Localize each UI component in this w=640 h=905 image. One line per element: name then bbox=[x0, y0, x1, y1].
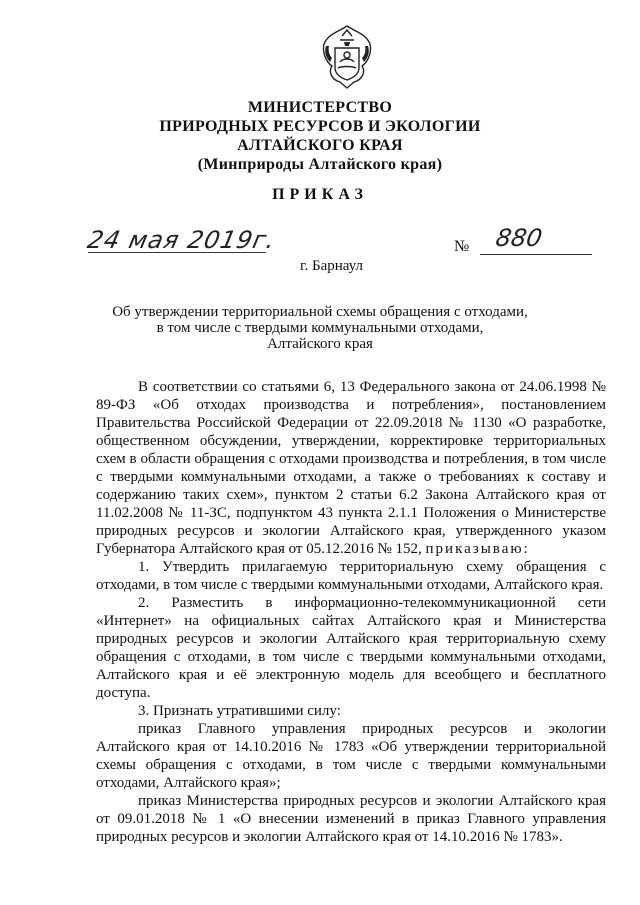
date-underline bbox=[88, 252, 266, 253]
order-verb: приказываю: bbox=[425, 541, 530, 557]
order-subject bbox=[110, 304, 530, 352]
subject-line: в том числе с твердыми коммунальными отходами, bbox=[156, 320, 484, 336]
ministry-line: АЛТАЙСКОГО КРАЯ bbox=[237, 137, 403, 154]
item-3a: приказ Главного управления природных ресурсов и экологии Алтайского края от 14.10.2016 № 1783 «Об утверждении территориальной схемы обращения с отходами, в том числе с твердыми коммунальными отходами, Алтайского края»; bbox=[96, 721, 606, 791]
subject-line: Об утверждении территориальной схемы обращения с отходами, bbox=[112, 304, 528, 320]
document-type-title: ПРИКАЗ bbox=[272, 186, 368, 203]
coat-of-arms-emblem bbox=[318, 22, 376, 90]
ministry-line: МИНИСТЕРСТВО bbox=[247, 99, 393, 116]
item-1: 1. Утвердить прилагаемую территориальную схему обращения с отходами, в том числе с твердыми коммунальными отходами, Алтайского края. bbox=[96, 559, 606, 593]
order-body bbox=[96, 378, 606, 846]
item-2: 2. Разместить в информационно-телекоммуникационной сети «Интернет» на официальных сайтах Алтайского края и Министерства природных ресурсов и экологии Алтайского края территориальную схему обращения с отходами, в том числе с твердыми коммунальными отходами, Алтайского края и её электронную модель для всеобщего и бесплатного доступа. bbox=[96, 595, 606, 701]
number-underline bbox=[480, 254, 592, 255]
ministry-short-name: (Минприроды Алтайского края) bbox=[197, 156, 443, 173]
handwritten-date: 24 мая 2019г. bbox=[85, 226, 279, 254]
number-sign: № bbox=[454, 238, 470, 255]
item-3: 3. Признать утратившими силу: bbox=[138, 703, 341, 719]
preamble-text: В соответствии со статьями 6, 13 Федерального закона от 24.06.1998 № 89-ФЗ «Об отходах производства и потребления», постановлением Правительства Российской Федерации от 22.09.2018 № 1130 «О разработке, общественном обсуждении, утверждении, корректировке территориальных схем в области обращения с отходами производства и потребления, в том числе с твердыми коммунальными отходами, а также о требованиях к составу и содержанию таких схем», пунктом 2 статьи 6.2 Закона Алтайского края от 11.02.2008 № 11-ЗС, подпунктом 43 пункта 2.1.1 Положения о Министерстве природных ресурсов и экологии Алтайского края, утвержденного указом Губернатора Алтайского края от 05.12.2016 № 152, bbox=[96, 379, 606, 557]
subject-line: Алтайского края bbox=[267, 336, 373, 352]
ministry-line: ПРИРОДНЫХ РЕСУРСОВ И ЭКОЛОГИИ bbox=[159, 118, 481, 135]
item-3b: приказ Министерства природных ресурсов и экологии Алтайского края от 09.01.2018 № 1 «О внесении изменений в приказ Главного управления природных ресурсов и экологии Алтайского края от 14.10.2016 № 1783». bbox=[96, 793, 606, 845]
handwritten-number: 880 bbox=[493, 224, 545, 252]
ministry-header bbox=[60, 98, 580, 174]
preamble-paragraph bbox=[96, 378, 606, 558]
city-label: г. Барнаул bbox=[300, 258, 363, 274]
